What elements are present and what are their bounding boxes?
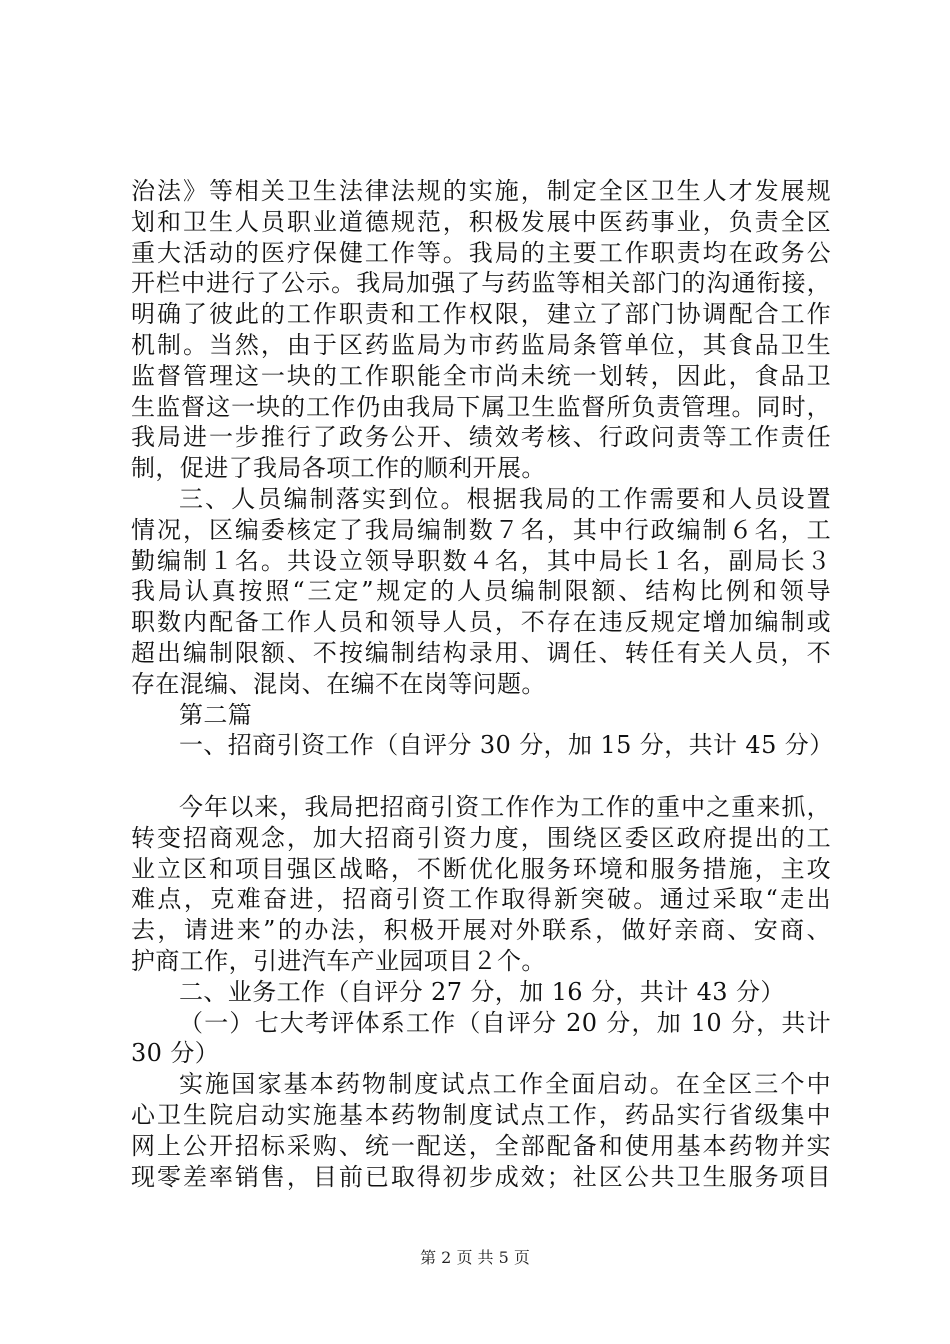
page-footer: 第 2 页 共 5 页 — [420, 1248, 530, 1267]
text-line: 治法》等相关卫生法律法规的实施，制定全区卫生人才发展规 — [131, 177, 831, 205]
text-line: 今年以来，我局把招商引资工作作为工作的重中之重来抓， — [179, 792, 831, 821]
text-line: 心卫生院启动实施基本药物制度试点工作，药品实行省级集中 — [131, 1100, 831, 1129]
text-line: 转变招商观念，加大招商引资力度，围绕区委区政府提出的工 — [131, 823, 831, 852]
text-line: 开栏中进行了公示。我局加强了与药监等相关部门的沟通衔接， — [131, 269, 831, 298]
text-line: 制，促进了我局各项工作的顺利开展。 — [131, 454, 546, 483]
text-line: 实施国家基本药物制度试点工作全面启动。在全区三个中 — [179, 1070, 831, 1099]
text-line: 现零差率销售，目前已取得初步成效；社区公共卫生服务项目 — [131, 1162, 831, 1191]
text-line: 明确了彼此的工作职责和工作权限，建立了部门协调配合工作 — [131, 300, 831, 329]
text-line: 存在混编、混岗、在编不在岗等问题。 — [131, 669, 546, 698]
text-line: 职数内配备工作人员和领导人员，不存在违反规定增加编制或 — [131, 608, 831, 637]
text-line: 超出编制限额、不按编制结构录用、调任、转任有关人员，不 — [131, 638, 831, 667]
text-line: 我局认真按照“三定”规定的人员编制限额、结构比例和领导 — [131, 577, 831, 606]
text-line: 一、招商引资工作（自评分 30 分，加 15 分，共计 45 分） — [179, 731, 834, 760]
text-line: 我局进一步推行了政务公开、绩效考核、行政问责等工作责任 — [131, 423, 831, 452]
text-line: 情况，区编委核定了我局编制数７名，其中行政编制６名，工 — [131, 515, 831, 544]
text-line: 第二篇 — [179, 700, 253, 729]
text-line: 业立区和项目强区战略，不断优化服务环境和服务措施，主攻 — [131, 854, 831, 883]
text-line: 机制。当然，由于区药监局为市药监局条管单位，其食品卫生 — [131, 330, 831, 359]
text-line: 难点，克难奋进，招商引资工作取得新突破。通过采取“走出 — [131, 885, 831, 914]
text-line: 护商工作，引进汽车产业园项目２个。 — [131, 946, 546, 975]
text-line: 去，请进来”的办法，积极开展对外联系，做好亲商、安商、 — [131, 916, 831, 945]
text-line: 划和卫生人员职业道德规范，积极发展中医药事业，负责全区 — [131, 207, 831, 236]
text-line: 30 分） — [131, 1039, 220, 1068]
blank-line — [131, 761, 831, 792]
document-body — [131, 176, 834, 1192]
text-line: 监督管理这一块的工作职能全市尚未统一划转，因此，食品卫 — [131, 361, 831, 390]
text-line: 三、人员编制落实到位。根据我局的工作需要和人员设置 — [179, 484, 831, 513]
text-line: 重大活动的医疗保健工作等。我局的主要工作职责均在政务公 — [131, 238, 831, 267]
text-line: 生监督这一块的工作仍由我局下属卫生监督所负责管理。同时， — [131, 392, 831, 421]
text-line: 网上公开招标采购、统一配送，全部配备和使用基本药物并实 — [131, 1131, 831, 1160]
text-line: 勤编制１名。共设立领导职数４名，其中局长１名，副局长３ — [131, 546, 831, 575]
text-line: （一）七大考评体系工作（自评分 20 分，加 10 分，共计 — [179, 1008, 831, 1037]
text-line: 二、业务工作（自评分 27 分，加 16 分，共计 43 分） — [179, 977, 785, 1006]
